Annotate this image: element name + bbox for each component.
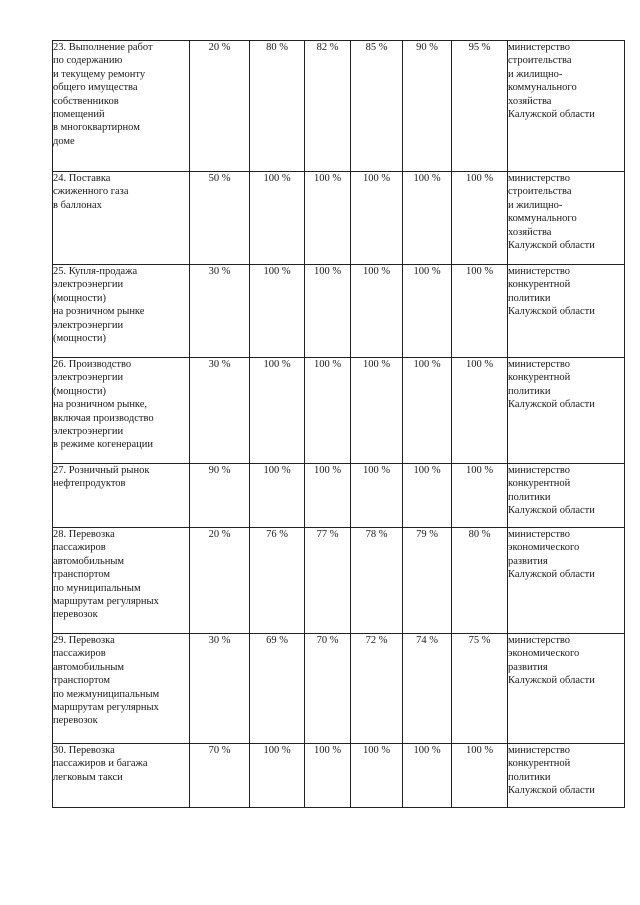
table-row: [53, 634, 625, 744]
responsible-ministry-cell: [508, 744, 625, 808]
percent-value-cell: 100 %: [305, 172, 351, 265]
market-name-line: маршрутам регулярных: [53, 596, 159, 608]
percent-value-cell: 100 %: [305, 358, 351, 464]
ministry-name-line: экономического: [508, 542, 580, 554]
market-name-line: 23. Выполнение работ: [53, 42, 153, 53]
market-name-line: 28. Перевозка: [53, 529, 115, 540]
percent-value-cell: 90 %: [190, 464, 250, 528]
percent-value-cell: 70 %: [305, 634, 351, 744]
ministry-name-line: министерство: [508, 42, 571, 53]
percent-value-cell: 100 %: [452, 464, 508, 528]
market-name-line: (мощности): [53, 333, 106, 345]
percent-value-cell: 100 %: [351, 744, 403, 808]
ministry-name-line: хозяйства: [508, 226, 552, 238]
market-name-line: сжиженного газа: [53, 186, 129, 198]
market-name-cell: [53, 464, 190, 528]
market-name-line: перевозок: [53, 715, 98, 727]
market-name-line: собственников: [53, 95, 119, 107]
ministry-name-line: и жилищно-: [508, 68, 563, 80]
percent-value-cell: 100 %: [250, 172, 305, 265]
percent-value-cell: 85 %: [351, 41, 403, 172]
ministry-name-line: Калужской области: [508, 505, 595, 517]
market-name-line: и текущему ремонту: [53, 68, 146, 80]
market-name-line: включая производство: [53, 412, 154, 424]
percent-value-cell: 100 %: [452, 358, 508, 464]
percent-value-cell: 80 %: [250, 41, 305, 172]
market-name-cell: [53, 41, 190, 172]
table-row: [53, 358, 625, 464]
table-row: [53, 464, 625, 528]
percent-value-cell: 100 %: [305, 265, 351, 358]
market-name-line: (мощности): [53, 292, 106, 304]
ministry-name-line: министерство: [508, 745, 571, 756]
responsible-ministry-cell: [508, 358, 625, 464]
table-row: [53, 41, 625, 172]
percent-value-cell: 78 %: [351, 528, 403, 634]
percent-value-cell: 100 %: [305, 464, 351, 528]
market-name-line: в баллонах: [53, 199, 102, 211]
ministry-name-line: Калужской области: [508, 785, 595, 797]
market-name-line: автомобильным: [53, 661, 125, 673]
market-name-line: транспортом: [53, 569, 111, 581]
market-name-line: (мощности): [53, 385, 106, 397]
table-row: [53, 528, 625, 634]
ministry-name-line: Калужской области: [508, 109, 595, 121]
ministry-name-line: Калужской области: [508, 569, 595, 581]
percent-value-cell: 100 %: [403, 265, 452, 358]
percent-value-cell: 100 %: [403, 744, 452, 808]
ministry-name-line: коммунального: [508, 82, 577, 94]
percent-value-cell: 82 %: [305, 41, 351, 172]
ministry-name-line: министерство: [508, 465, 571, 476]
table-row: [53, 265, 625, 358]
percent-value-cell: 100 %: [452, 744, 508, 808]
responsible-ministry-cell: [508, 41, 625, 172]
market-name-line: в многоквартирном: [53, 122, 140, 134]
percent-value-cell: 80 %: [452, 528, 508, 634]
percent-value-cell: 69 %: [250, 634, 305, 744]
market-name-line: маршрутам регулярных: [53, 702, 159, 714]
responsible-ministry-cell: [508, 172, 625, 265]
percent-value-cell: 77 %: [305, 528, 351, 634]
market-name-line: общего имущества: [53, 82, 138, 94]
percent-value-cell: 74 %: [403, 634, 452, 744]
percent-value-cell: 90 %: [403, 41, 452, 172]
percent-value-cell: 95 %: [452, 41, 508, 172]
responsible-ministry-cell: [508, 528, 625, 634]
market-name-cell: [53, 172, 190, 265]
percent-value-cell: 100 %: [351, 464, 403, 528]
ministry-name-line: конкурентной: [508, 758, 571, 770]
percent-value-cell: 100 %: [351, 172, 403, 265]
ministry-name-line: и жилищно-: [508, 199, 563, 211]
market-name-line: на розничном рынке,: [53, 399, 148, 411]
market-name-line: пассажиров и багажа: [53, 758, 148, 770]
table-row: [53, 172, 625, 265]
market-name-line: легковым такси: [53, 771, 123, 783]
percent-value-cell: 100 %: [305, 744, 351, 808]
percent-value-cell: 100 %: [250, 744, 305, 808]
market-name-line: в режиме когенерации: [53, 439, 153, 451]
market-name-cell: [53, 744, 190, 808]
market-name-line: пассажиров: [53, 542, 106, 554]
market-name-line: на розничном рынке: [53, 306, 145, 318]
market-name-line: по межмуниципальным: [53, 688, 160, 700]
market-name-line: пассажиров: [53, 648, 106, 660]
market-name-line: электроэнергии: [53, 426, 124, 438]
percent-value-cell: 100 %: [250, 265, 305, 358]
market-name-line: электроэнергии: [53, 279, 124, 291]
percent-value-cell: 20 %: [190, 528, 250, 634]
percent-value-cell: 79 %: [403, 528, 452, 634]
market-name-line: нефтепродуктов: [53, 478, 126, 490]
market-name-cell: [53, 634, 190, 744]
percent-value-cell: 100 %: [452, 265, 508, 358]
market-name-cell: [53, 265, 190, 358]
percent-value-cell: 100 %: [250, 358, 305, 464]
market-name-cell: [53, 528, 190, 634]
market-name-line: по содержанию: [53, 55, 123, 67]
percent-value-cell: 30 %: [190, 634, 250, 744]
market-name-line: 29. Перевозка: [53, 635, 115, 646]
market-name-line: 27. Розничный рынок: [53, 465, 150, 476]
ministry-name-line: политики: [508, 491, 551, 503]
ministry-name-line: экономического: [508, 648, 580, 660]
ministry-name-line: политики: [508, 385, 551, 397]
percent-value-cell: 100 %: [351, 265, 403, 358]
market-name-line: перевозок: [53, 609, 98, 621]
ministry-name-line: политики: [508, 292, 551, 304]
percent-value-cell: 75 %: [452, 634, 508, 744]
ministry-name-line: министерство: [508, 266, 571, 277]
percent-value-cell: 100 %: [403, 172, 452, 265]
percent-value-cell: 30 %: [190, 358, 250, 464]
responsible-ministry-cell: [508, 265, 625, 358]
percent-value-cell: 100 %: [403, 358, 452, 464]
market-name-line: электроэнергии: [53, 319, 124, 331]
ministry-name-line: политики: [508, 771, 551, 783]
market-name-line: транспортом: [53, 675, 111, 687]
market-name-line: 25. Купля-продажа: [53, 266, 138, 277]
percent-value-cell: 100 %: [351, 358, 403, 464]
ministry-name-line: конкурентной: [508, 478, 571, 490]
ministry-name-line: министерство: [508, 635, 571, 646]
market-name-line: помещений: [53, 109, 105, 121]
ministry-name-line: Калужской области: [508, 306, 595, 318]
ministry-name-line: хозяйства: [508, 95, 552, 107]
percent-value-cell: 70 %: [190, 744, 250, 808]
percent-value-cell: 30 %: [190, 265, 250, 358]
ministry-name-line: Калужской области: [508, 240, 595, 252]
indicators-table: [52, 40, 625, 808]
percent-value-cell: 50 %: [190, 172, 250, 265]
market-name-line: 30. Перевозка: [53, 745, 115, 756]
percent-value-cell: 76 %: [250, 528, 305, 634]
ministry-name-line: конкурентной: [508, 279, 571, 291]
ministry-name-line: министерство: [508, 173, 571, 184]
responsible-ministry-cell: [508, 634, 625, 744]
market-name-line: электроэнергии: [53, 372, 124, 384]
market-name-line: автомобильным: [53, 555, 125, 567]
percent-value-cell: 100 %: [250, 464, 305, 528]
ministry-name-line: министерство: [508, 529, 571, 540]
market-name-line: по муниципальным: [53, 582, 141, 594]
ministry-name-line: строительства: [508, 186, 572, 198]
market-name-cell: [53, 358, 190, 464]
ministry-name-line: коммунального: [508, 213, 577, 225]
responsible-ministry-cell: [508, 464, 625, 528]
table-row: [53, 744, 625, 808]
percent-value-cell: 20 %: [190, 41, 250, 172]
market-name-line: доме: [53, 135, 75, 147]
ministry-name-line: развития: [508, 661, 548, 673]
ministry-name-line: Калужской области: [508, 675, 595, 687]
market-name-line: 26. Производство: [53, 359, 132, 370]
percent-value-cell: 100 %: [403, 464, 452, 528]
percent-value-cell: 100 %: [452, 172, 508, 265]
percent-value-cell: 72 %: [351, 634, 403, 744]
ministry-name-line: министерство: [508, 359, 571, 370]
ministry-name-line: развития: [508, 555, 548, 567]
ministry-name-line: Калужской области: [508, 399, 595, 411]
market-name-line: 24. Поставка: [53, 173, 111, 184]
ministry-name-line: строительства: [508, 55, 572, 67]
ministry-name-line: конкурентной: [508, 372, 571, 384]
